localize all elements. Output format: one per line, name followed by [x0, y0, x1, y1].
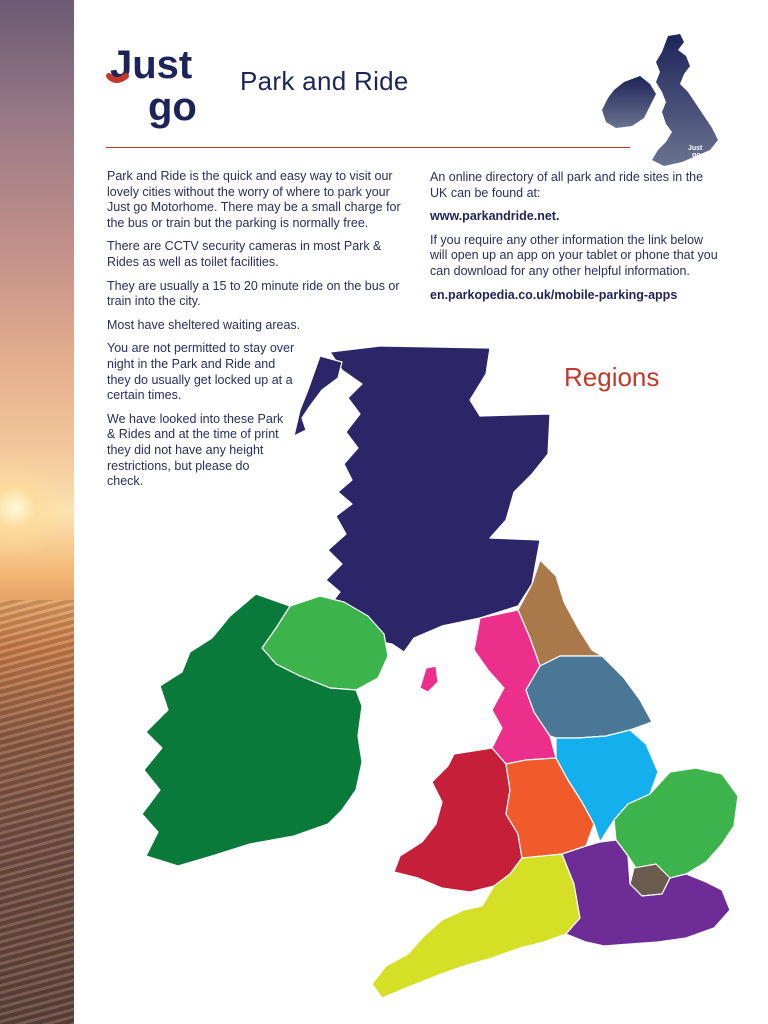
paragraph-overnight: You are not permitted to stay over night in the Park and Ride and they do usually get locked up at a certain times. [107, 341, 295, 403]
sunset-photo-strip [0, 0, 74, 1024]
page-title: Park and Ride [240, 66, 409, 96]
directory-link[interactable]: www.parkandride.net. [430, 209, 560, 224]
paragraph-height: We have looked into these Park & Rides and at the time of print they did not have any height restrictions, but please do check. [107, 411, 284, 489]
paragraph-cctv: There are CCTV security cameras in most Park & Rides as well as toilet facilities. [107, 239, 382, 269]
right-text-column [430, 170, 722, 311]
region-scotland [326, 346, 550, 652]
region-yorkshire [526, 656, 652, 738]
app-info: If you require any other information the link below will open up an app on your tablet or phone that you can download for any other helpful information. [430, 232, 718, 278]
road-texture [0, 600, 74, 1024]
sun-glow [0, 448, 74, 568]
regions-heading: Regions [564, 362, 660, 392]
paragraph-shelter: Most have sheltered waiting areas. [107, 317, 301, 332]
paragraph-ride-time: They are usually a 15 to 20 minute ride on the bus or train into the city. [107, 278, 400, 309]
directory-intro: An online directory of all park and ride sites in the UK can be found at: [430, 170, 704, 200]
logo-word-just: Just [110, 43, 193, 87]
logo-word-go: go [148, 85, 197, 129]
uk-regions-map [130, 344, 750, 1014]
minimap-ireland [602, 76, 656, 128]
paragraph-intro: Park and Ride is the quick and easy way to visit our lovely cities without the worry of where to park your Just go Motorhome. There may be a small charge for the bus or train but the parking is normally free. [107, 169, 401, 230]
minimap-logo-just: Just [688, 145, 703, 152]
app-link[interactable]: en.parkopedia.co.uk/mobile-parking-apps [430, 287, 678, 302]
region-wales [394, 748, 522, 892]
minimap-great-britain [652, 34, 718, 166]
region-isle-of-man [420, 666, 438, 692]
region-outer-hebrides [294, 356, 342, 436]
uk-minimap [600, 32, 730, 172]
just-go-logo [106, 40, 226, 130]
title-divider [106, 147, 630, 148]
minimap-logo-go: go [692, 152, 701, 159]
